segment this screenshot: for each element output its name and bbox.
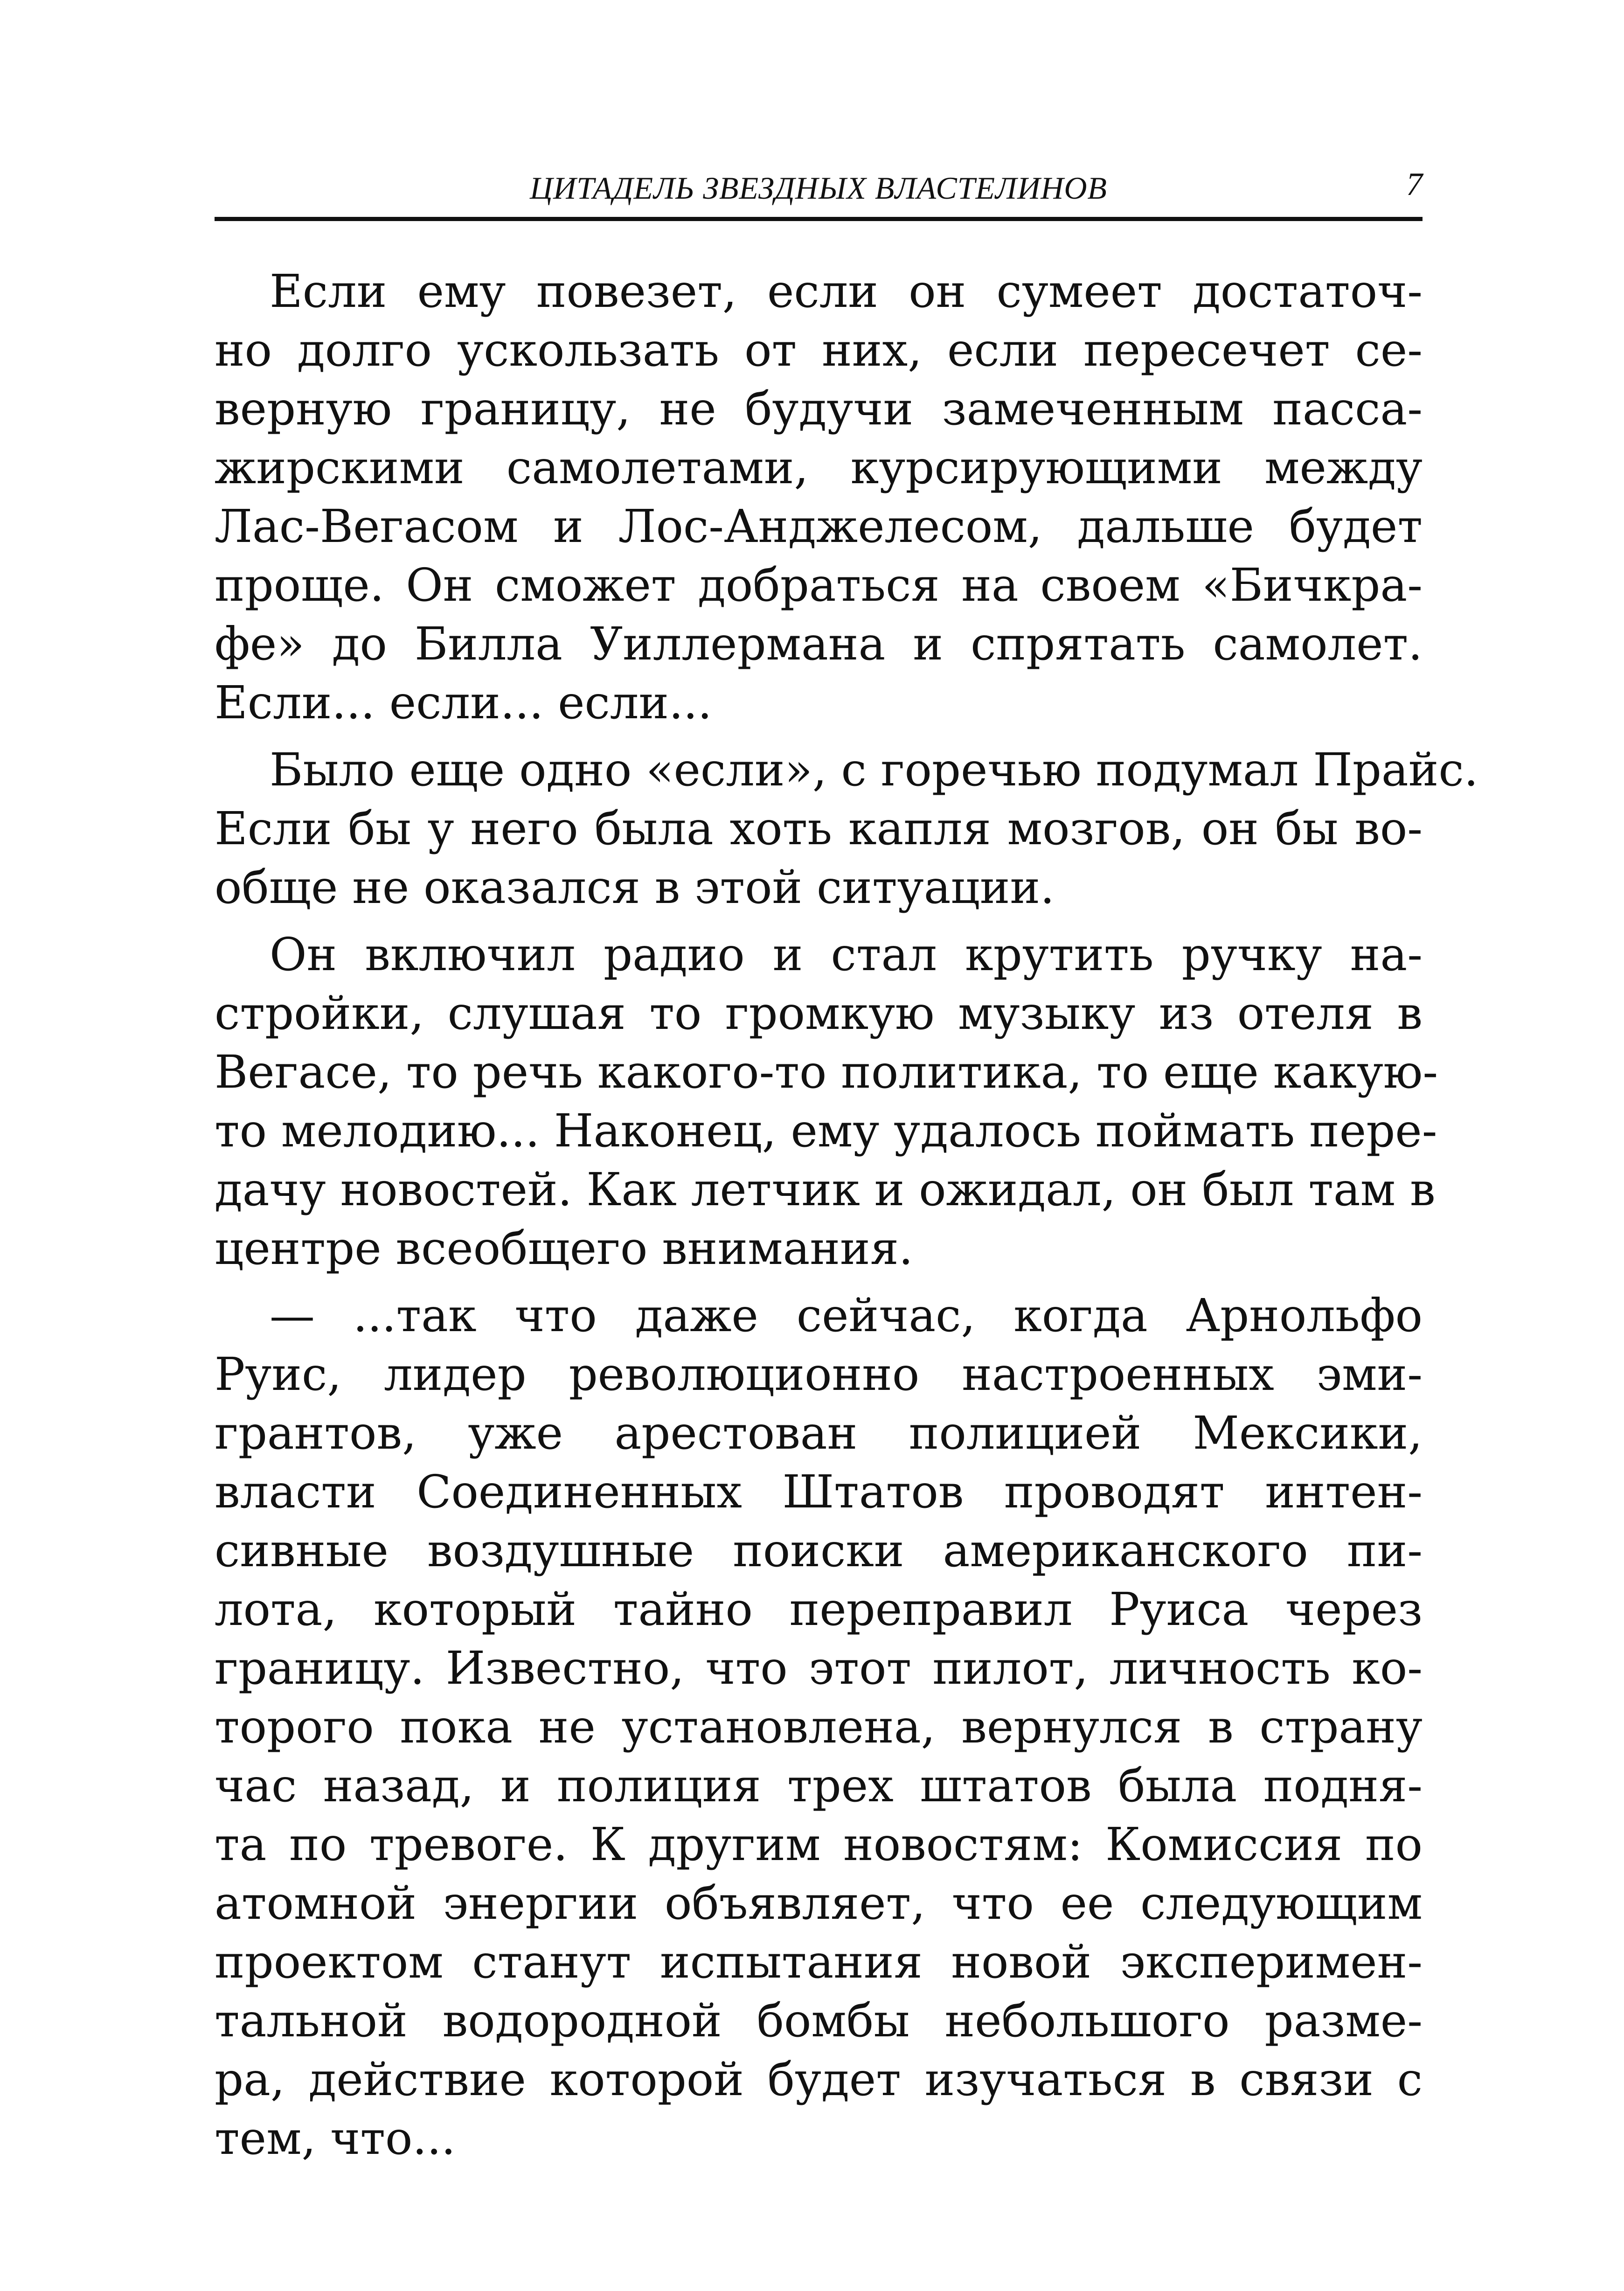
text-line: сивные воздушные поиски американского пи-: [215, 1524, 1423, 1577]
text-line: стройки, слушая то громкую музыку из отеля в: [215, 987, 1423, 1040]
text-line: Он включил радио и стал крутить ручку на-: [270, 928, 1423, 981]
text-line: проще. Он сможет добраться на своем «Бичкра-: [215, 559, 1423, 611]
text-line: тальной водородной бомбы небольшого разме-: [215, 1994, 1423, 2047]
text-line: тем, что...: [215, 2112, 456, 2165]
text-line: ра, действие которой будет изучаться в связи с: [215, 2053, 1423, 2106]
text-line: торого пока не установлена, вернулся в страну: [215, 1701, 1423, 1753]
text-line: Вегасе, то речь какого-то политика, то еще какую-: [215, 1046, 1438, 1098]
text-line: атомной энергии объявляет, что ее следующим: [215, 1877, 1423, 1930]
paragraph-1: [215, 262, 1423, 732]
text-line: та по тревоге. К другим новостям: Комиссия по: [215, 1818, 1423, 1871]
text-line: Если бы у него была хоть капля мозгов, он бы во-: [215, 802, 1423, 855]
paragraph-3: [215, 925, 1438, 1278]
text-line: фе» до Билла Уиллермана и спрятать самолет.: [215, 618, 1423, 670]
text-line: верную границу, не будучи замеченным пасса-: [215, 382, 1423, 435]
text-line: границу. Известно, что этот пилот, личность ко-: [215, 1642, 1423, 1694]
book-page: [215, 154, 1478, 2243]
text-line: проектом станут испытания новой эксперимен-: [215, 1936, 1423, 1988]
text-line: власти Соединенных Штатов проводят интен-: [215, 1465, 1423, 1518]
text-line: дачу новостей. Как летчик и ожидал, он был там в: [215, 1163, 1436, 1216]
text-line: Лас-Вегасом и Лос-Анджелесом, дальше будет: [215, 500, 1423, 553]
running-title: ЦИТАДЕЛЬ ЗВЕЗДНЫХ ВЛАСТЕЛИНОВ: [530, 170, 1107, 206]
running-header: [215, 154, 1423, 221]
text-line: жирскими самолетами, курсирующими между: [215, 441, 1423, 494]
text-line: Руис, лидер революционно настроенных эми-: [215, 1348, 1423, 1401]
text-line: грантов, уже арестован полицией Мексики,: [215, 1407, 1423, 1459]
text-line: обще не оказался в этой ситуации.: [215, 861, 1055, 914]
text-line: Было еще одно «если», с горечью подумал Прайс.: [270, 743, 1478, 796]
text-line: лота, который тайно переправил Руиса через: [215, 1583, 1423, 1636]
text-line: но долго ускользать от них, если пересечет се-: [215, 324, 1423, 376]
text-line: Если ему повезет, если он сумеет достаточ-: [270, 265, 1423, 318]
page-number: 7: [1406, 167, 1423, 202]
text-line: центре всеобщего внимания.: [215, 1222, 913, 1275]
text-line: Если... если... если...: [215, 676, 712, 729]
paragraph-4: [215, 1286, 1423, 2168]
text-body: [215, 262, 1478, 2168]
text-line: то мелодию... Наконец, ему удалось поймать пере-: [215, 1104, 1437, 1157]
text-line: час назад, и полиция трех штатов была подня-: [215, 1759, 1423, 1812]
paragraph-2: [215, 741, 1478, 917]
text-line: — ...так что даже сейчас, когда Арнольфо: [270, 1289, 1423, 1342]
